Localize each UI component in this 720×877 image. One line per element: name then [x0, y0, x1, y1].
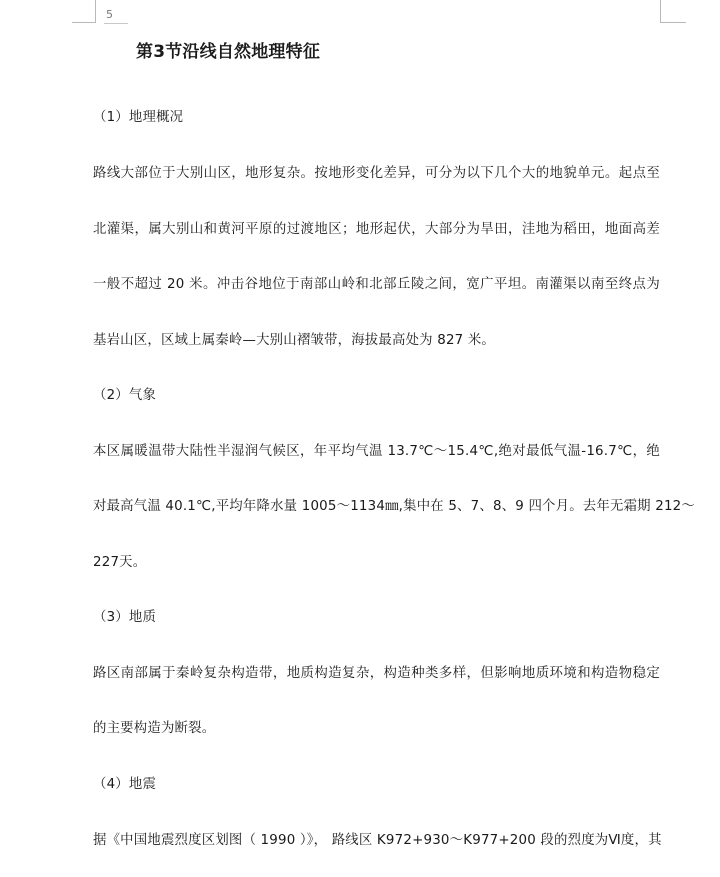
- crop-mark-top-right: [660, 0, 661, 22]
- paragraph-line: 对最高气温 40.1℃,平均年降水量 1005～1134㎜,集中在 5、7、8、9 四个月。去年无霜期 212～: [93, 499, 695, 514]
- subheading-climate: （2）气象: [93, 388, 157, 403]
- subheading-geology: （3）地质: [93, 610, 157, 625]
- crop-mark-top-left: [72, 22, 96, 23]
- page-number: 5: [106, 8, 113, 21]
- subheading-geography: （1）地理概况: [93, 110, 184, 125]
- paragraph-line: 北灌渠，属大别山和黄河平原的过渡地区；地形起伏，大部分为旱田，洼地为稻田，地面高差: [93, 222, 660, 237]
- paragraph-line: 基岩山区，区域上属秦岭—大别山褶皱带，海拔最高处为 827 米。: [93, 333, 496, 348]
- crop-mark-top-right: [660, 22, 686, 23]
- paragraph-line: 路线大部位于大别山区，地形复杂。按地形变化差异，可分为以下几个大的地貌单元。起点至: [93, 166, 660, 181]
- paragraph-line: 227天。: [93, 555, 147, 570]
- paragraph-line: 据《中国地震烈度区划图（ 1990 ）》， 路线区 K972+930～K977+200 段的烈度为Ⅵ度，其: [93, 833, 662, 848]
- paragraph-line: 路区南部属于秦岭复杂构造带，地质构造复杂，构造种类多样，但影响地质环境和构造物稳定: [93, 666, 660, 681]
- paragraph-line: 本区属暖温带大陆性半湿润气候区，年平均气温 13.7℃～15.4℃,绝对最低气温-16.7℃，绝: [93, 444, 660, 459]
- page-number-rule: [104, 23, 128, 24]
- crop-mark-top-left: [95, 0, 96, 22]
- paragraph-line: 一般不超过 20 米。冲击谷地位于南部山岭和北部丘陵之间，宽广平坦。南灌渠以南至终点为: [93, 277, 660, 292]
- subheading-earthquake: （4）地震: [93, 777, 157, 792]
- section-title: 第3节沿线自然地理特征: [136, 42, 321, 62]
- paragraph-line: 的主要构造为断裂。: [93, 721, 216, 736]
